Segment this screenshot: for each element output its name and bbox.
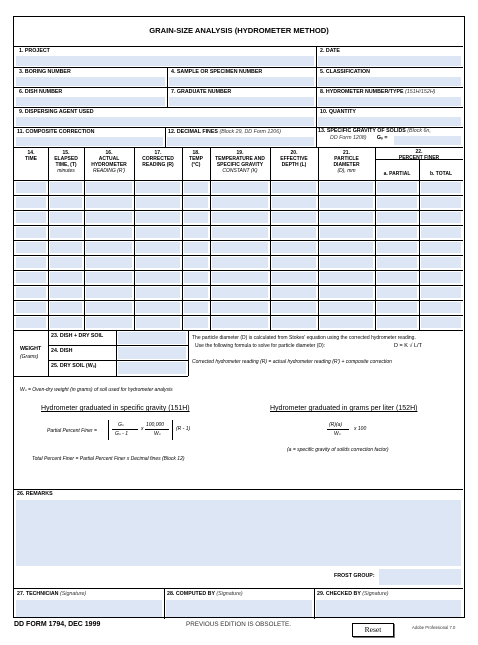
table-cell-input[interactable] (421, 182, 461, 193)
boring-number-label: 3. BORING NUMBER (19, 69, 71, 75)
column-header-line: READING (R') (92, 168, 126, 174)
total-finer-note: Total Percent Finer = Partial Percent Finer x Decimal fines (Block 12) (32, 456, 185, 462)
hydrometer-form (13, 16, 465, 618)
specific-gravity-field[interactable] (394, 136, 461, 145)
rule (316, 87, 317, 107)
rule (167, 87, 168, 107)
h152-heading: Hydrometer graduated in grams per liter (152H) (270, 405, 418, 412)
table-cell-input[interactable] (184, 242, 208, 253)
quantity-field[interactable] (318, 117, 461, 126)
specific-gravity-text: 13. SPECIFIC GRAVITY OF SOLIDS (318, 128, 406, 134)
table-cell-input[interactable] (136, 212, 180, 223)
column-header-line: 18. (192, 150, 200, 156)
table-cell-input[interactable] (184, 317, 208, 328)
boring-number-field[interactable] (16, 77, 165, 86)
row-rule (14, 255, 463, 256)
table-cell-input[interactable] (320, 182, 373, 193)
graduate-number-label: 7. GRADUATE NUMBER (171, 89, 232, 95)
corrected-note: Corrected hydrometer reading (R) = actual hydrometer reading (R') + composite correction (192, 359, 392, 365)
sample-number-field[interactable] (169, 77, 314, 86)
table-cell-input[interactable] (212, 302, 268, 313)
technician-signature-hint: (Signature) (59, 591, 87, 597)
table-cell-input[interactable] (50, 257, 82, 268)
checked-by-text: 29. CHECKED BY (317, 591, 361, 597)
rule (14, 376, 188, 377)
column-header-line: PARTICLE (334, 156, 359, 162)
table-cell-input[interactable] (212, 287, 268, 298)
rule (14, 67, 463, 68)
table-cell-input[interactable] (212, 272, 268, 283)
graduate-number-field[interactable] (169, 97, 314, 106)
ws-denominator: Wₛ (154, 431, 161, 437)
column-rule (182, 147, 183, 330)
table-cell-input[interactable] (86, 242, 132, 253)
table-cell-input[interactable] (184, 257, 208, 268)
date-label: 2. DATE (320, 48, 340, 54)
table-cell-input[interactable] (272, 227, 316, 238)
column-header-line: DEPTH (L) (281, 162, 307, 168)
table-cell-input[interactable] (86, 257, 132, 268)
frost-group-field[interactable] (379, 569, 461, 585)
table-cell-input[interactable] (320, 257, 373, 268)
row-rule (14, 315, 463, 316)
column-header-line: READING (R) (142, 162, 174, 168)
project-label: 1. PROJECT (19, 48, 50, 54)
table-cell-input[interactable] (136, 257, 180, 268)
reset-button[interactable]: Reset (352, 623, 394, 637)
composite-correction-label: 11. COMPOSITE CORRECTION (17, 129, 95, 135)
table-cell-input[interactable] (421, 227, 461, 238)
ra-numerator: (R)(a) (329, 422, 343, 428)
rule (14, 147, 463, 148)
column-header-line: TIME (25, 156, 37, 162)
column-header-line: 20. (290, 150, 298, 156)
table-cell-input[interactable] (136, 227, 180, 238)
table-cell-input[interactable] (320, 212, 373, 223)
table-cell-input[interactable] (377, 182, 417, 193)
rule (14, 330, 463, 331)
frost-group-label: FROST GROUP: (334, 573, 375, 579)
table-cell-input[interactable] (272, 182, 316, 193)
row-rule (14, 270, 463, 271)
table-cell-input[interactable] (50, 227, 82, 238)
column-header (14, 150, 48, 168)
column-header (48, 150, 84, 174)
table-cell-input[interactable] (272, 242, 316, 253)
bracket-left (108, 420, 109, 440)
rule (48, 360, 188, 361)
specific-gravity-label (318, 129, 431, 135)
remarks-label: 26. REMARKS (17, 491, 53, 497)
decimal-fines-label (168, 130, 281, 136)
table-cell-input[interactable] (377, 197, 417, 208)
diameter-formula: D = K √ L/T (394, 343, 422, 349)
table-cell-input[interactable] (272, 212, 316, 223)
column-header-line: CONSTANT (K) (222, 168, 258, 174)
dish-label: 24. DISH (51, 348, 73, 354)
table-cell-input[interactable] (184, 197, 208, 208)
partial-header: a. PARTIAL (383, 171, 411, 177)
row-rule (14, 240, 463, 241)
column-header-line: ACTUAL (98, 156, 120, 162)
column-header-line: 17. (154, 150, 162, 156)
computed-by-signature-hint: (Signature) (216, 591, 243, 597)
table-cell-input[interactable] (50, 197, 82, 208)
table-cell-input[interactable] (184, 272, 208, 283)
partial-finer-label: Partial Percent Finer = (47, 428, 97, 434)
remarks-field[interactable] (16, 500, 461, 566)
table-cell-input[interactable] (320, 287, 373, 298)
ws-definition: Wₛ = Oven-dry weight (in grams) of soil used for hydrometer analysis (20, 387, 173, 393)
rule (14, 588, 463, 589)
table-cell-input[interactable] (421, 287, 461, 298)
table-cell-input[interactable] (320, 227, 373, 238)
hydrometer-number-field[interactable] (318, 97, 461, 106)
column-header-line: (°C) (191, 162, 201, 168)
table-cell-input[interactable] (377, 287, 417, 298)
composite-correction-field[interactable] (16, 137, 163, 146)
column-rule (134, 147, 135, 330)
table-cell-input[interactable] (421, 317, 461, 328)
sample-number-label: 4. SAMPLE OR SPECIMEN NUMBER (171, 69, 263, 75)
row-rule (14, 210, 463, 211)
table-cell-input[interactable] (212, 242, 268, 253)
rule (164, 588, 165, 619)
rule (167, 67, 168, 87)
rule (48, 330, 49, 376)
column-header-line: 16. (105, 150, 113, 156)
table-cell-input[interactable] (421, 242, 461, 253)
form-title: GRAIN-SIZE ANALYSIS (HYDROMETER METHOD) (149, 26, 329, 35)
fraction-bar (112, 429, 138, 430)
table-cell-input[interactable] (421, 212, 461, 223)
decimal-fines-hint: (Block 29, DD Form 1206) (219, 129, 281, 135)
column-header-line: TIME, (T) (55, 162, 77, 168)
dry-soil-label: 25. DRY SOIL (Wₛ) (51, 363, 97, 369)
column-header (270, 150, 318, 168)
table-cell-input[interactable] (16, 212, 46, 223)
column-rule (318, 147, 319, 330)
rule (316, 46, 317, 67)
table-cell-input[interactable] (377, 227, 417, 238)
table-cell-input[interactable] (50, 212, 82, 223)
column-rule (48, 147, 49, 330)
table-cell-input[interactable] (272, 302, 316, 313)
fraction-bar (327, 429, 349, 430)
table-cell-input[interactable] (377, 317, 417, 328)
table-cell-input[interactable] (421, 272, 461, 283)
column-header-line: 14. (27, 150, 35, 156)
row-rule (14, 195, 463, 196)
table-cell-input[interactable] (16, 302, 46, 313)
dish-field[interactable] (118, 347, 186, 359)
dispersing-agent-label: 9. DISPERSING AGENT USED (19, 109, 94, 115)
column-header-line: ELAPSED (54, 156, 78, 162)
table-cell-input[interactable] (86, 317, 132, 328)
computed-by-signature-field[interactable] (166, 600, 312, 617)
table-cell-input[interactable] (320, 272, 373, 283)
classification-label: 5. CLASSIFICATION (320, 69, 370, 75)
table-cell-input[interactable] (377, 272, 417, 283)
r-minus-one: (R - 1) (176, 426, 191, 432)
table-cell-input[interactable] (136, 272, 180, 283)
table-cell-input[interactable] (272, 257, 316, 268)
column-header (84, 150, 134, 174)
table-cell-input[interactable] (377, 257, 417, 268)
rule (314, 588, 315, 619)
dry-soil-field[interactable] (118, 362, 186, 374)
table-cell-input[interactable] (16, 317, 46, 328)
column-header-line: TEMP (189, 156, 203, 162)
bracket-right (172, 420, 173, 440)
table-cell-input[interactable] (136, 302, 180, 313)
table-cell-input[interactable] (16, 257, 46, 268)
table-cell-input[interactable] (184, 182, 208, 193)
table-cell-input[interactable] (86, 197, 132, 208)
table-cell-input[interactable] (50, 317, 82, 328)
table-cell-input[interactable] (184, 302, 208, 313)
table-cell-input[interactable] (86, 182, 132, 193)
column-header-line: (D), mm (337, 168, 356, 174)
table-cell-input[interactable] (212, 182, 268, 193)
rule (14, 87, 463, 88)
column-header-line: 19. (236, 150, 244, 156)
specific-gravity-hint-2: DD Form 1208) (330, 135, 367, 141)
table-cell-input[interactable] (86, 212, 132, 223)
rule (14, 107, 463, 108)
table-cell-input[interactable] (136, 182, 180, 193)
column-header-line: TEMPERATURE AND (215, 156, 265, 162)
column-header-line: minutes (57, 168, 75, 174)
table-cell-input[interactable] (272, 287, 316, 298)
obsolete-note: PREVIOUS EDITION IS OBSOLETE. (186, 621, 291, 628)
rule (316, 67, 317, 87)
table-cell-input[interactable] (16, 227, 46, 238)
table-cell-input[interactable] (136, 197, 180, 208)
table-cell-input[interactable] (272, 197, 316, 208)
table-cell-input[interactable] (136, 242, 180, 253)
rule (14, 46, 463, 47)
rule (14, 180, 463, 181)
column-header-line: EFFECTIVE (280, 156, 308, 162)
table-cell-input[interactable] (86, 302, 132, 313)
table-cell-input[interactable] (16, 287, 46, 298)
dish-dry-soil-label: 23. DISH + DRY SOIL (51, 333, 104, 339)
technician-text: 27. TECHNICIAN (17, 591, 59, 597)
col-num-22: 22. (415, 149, 423, 155)
column-header-line: 15. (62, 150, 70, 156)
percent-finer-text: PERCENT FINER (398, 155, 440, 161)
rule (14, 489, 463, 490)
table-cell-input[interactable] (212, 227, 268, 238)
rule (116, 330, 117, 376)
table-cell-input[interactable] (50, 242, 82, 253)
weight-label: WEIGHT (20, 346, 42, 352)
producer-note: Adobe Professional 7.0 (412, 625, 456, 630)
a-definition: (a = specific gravity of solids correction factor) (287, 447, 389, 453)
date-field[interactable] (318, 56, 461, 66)
form-id: DD FORM 1794, DEC 1999 (14, 621, 101, 628)
table-cell-input[interactable] (16, 182, 46, 193)
decimal-fines-field[interactable] (167, 137, 314, 146)
checked-by-signature-hint: (Signature) (362, 591, 389, 597)
computed-by-text: 28. COMPUTED BY (167, 591, 215, 597)
table-cell-input[interactable] (16, 197, 46, 208)
table-cell-input[interactable] (377, 302, 417, 313)
rule (316, 127, 317, 147)
table-cell-input[interactable] (212, 257, 268, 268)
table-cell-input[interactable] (50, 272, 82, 283)
stokes-note: The particle diameter (D) is calculated from Stokes' equation using the corrected hydrometer reading. (192, 335, 416, 341)
rule (165, 127, 166, 147)
technician-label (17, 592, 86, 598)
table-cell-input[interactable] (86, 227, 132, 238)
h151-heading: Hydrometer graduated in specific gravity (151H) (41, 405, 190, 412)
technician-signature-field[interactable] (16, 600, 162, 617)
weight-unit: (Grams) (20, 354, 39, 360)
column-header (210, 150, 270, 174)
dispersing-agent-field[interactable] (16, 117, 314, 126)
checked-by-label (317, 592, 388, 598)
table-cell-input[interactable] (377, 242, 417, 253)
column-header (182, 150, 210, 168)
checked-by-signature-field[interactable] (316, 600, 461, 617)
hydrometer-number-label (320, 90, 435, 96)
times-100: x 100 (354, 426, 367, 432)
rule (316, 107, 317, 127)
dish-number-field[interactable] (16, 97, 165, 106)
rule (48, 345, 188, 346)
table-cell-input[interactable] (377, 212, 417, 223)
hydrometer-number-hint: (151H/152H) (405, 89, 436, 95)
formula-intro: Use the following formula to solve for particle diameter (D): (195, 343, 326, 349)
table-cell-input[interactable] (184, 212, 208, 223)
table-cell-input[interactable] (421, 257, 461, 268)
table-cell-input[interactable] (320, 197, 373, 208)
table-cell-input[interactable] (272, 317, 316, 328)
column-rule (84, 147, 85, 330)
table-cell-input[interactable] (16, 242, 46, 253)
gs-numerator: Gₛ (118, 422, 124, 428)
row-rule (14, 225, 463, 226)
computed-by-label (167, 592, 243, 598)
quantity-label: 10. QUANTITY (320, 109, 356, 115)
column-rule (210, 147, 211, 330)
table-cell-input[interactable] (320, 242, 373, 253)
table-cell-input[interactable] (421, 302, 461, 313)
column-header-line: DIAMETER (333, 162, 360, 168)
table-cell-input[interactable] (212, 212, 268, 223)
table-cell-input[interactable] (421, 197, 461, 208)
specific-gravity-label-2 (330, 136, 387, 142)
table-cell-input[interactable] (320, 302, 373, 313)
column-header (134, 150, 182, 168)
rule (188, 330, 189, 376)
fraction-bar (145, 429, 169, 430)
column-header-line: 21. (343, 150, 350, 156)
table-cell-input[interactable] (212, 317, 268, 328)
classification-field[interactable] (318, 77, 461, 86)
table-cell-input[interactable] (184, 227, 208, 238)
table-cell-input[interactable] (136, 287, 180, 298)
column-header-line: SPECIFIC GRAVITY (216, 162, 264, 168)
table-cell-input[interactable] (86, 272, 132, 283)
total-header: b. TOTAL (429, 171, 453, 177)
gs-label: Gₛ = (376, 135, 388, 141)
table-cell-input[interactable] (50, 302, 82, 313)
row-rule (14, 300, 463, 301)
dish-dry-soil-field[interactable] (118, 332, 186, 344)
column-rule (270, 147, 271, 330)
row-rule (14, 285, 463, 286)
gs-denominator: Gₛ - 1 (115, 431, 128, 437)
decimal-fines-text: 12. DECIMAL FINES (168, 129, 218, 135)
hundred-thousand: 100,000 (146, 422, 165, 428)
hydrometer-number-text: 8. HYDROMETER NUMBER/TYPE (320, 89, 404, 95)
project-field[interactable] (16, 56, 314, 66)
times-sign: x (141, 426, 144, 432)
ws-denominator-2: Wₛ (334, 431, 341, 437)
table-cell-input[interactable] (136, 317, 180, 328)
percent-finer-header (375, 149, 463, 161)
table-cell-input[interactable] (272, 272, 316, 283)
table-cell-input[interactable] (320, 317, 373, 328)
table-cell-input[interactable] (184, 287, 208, 298)
table-cell-input[interactable] (16, 272, 46, 283)
table-cell-input[interactable] (212, 197, 268, 208)
table-cell-input[interactable] (50, 182, 82, 193)
column-rule (419, 159, 420, 330)
column-header (318, 150, 375, 174)
column-header-line: HYDROMETER (91, 162, 127, 168)
table-cell-input[interactable] (86, 287, 132, 298)
column-header-line: CORRECTED (142, 156, 174, 162)
specific-gravity-hint: (Block 6n, (407, 128, 431, 134)
table-cell-input[interactable] (50, 287, 82, 298)
dish-number-label: 6. DISH NUMBER (19, 89, 63, 95)
